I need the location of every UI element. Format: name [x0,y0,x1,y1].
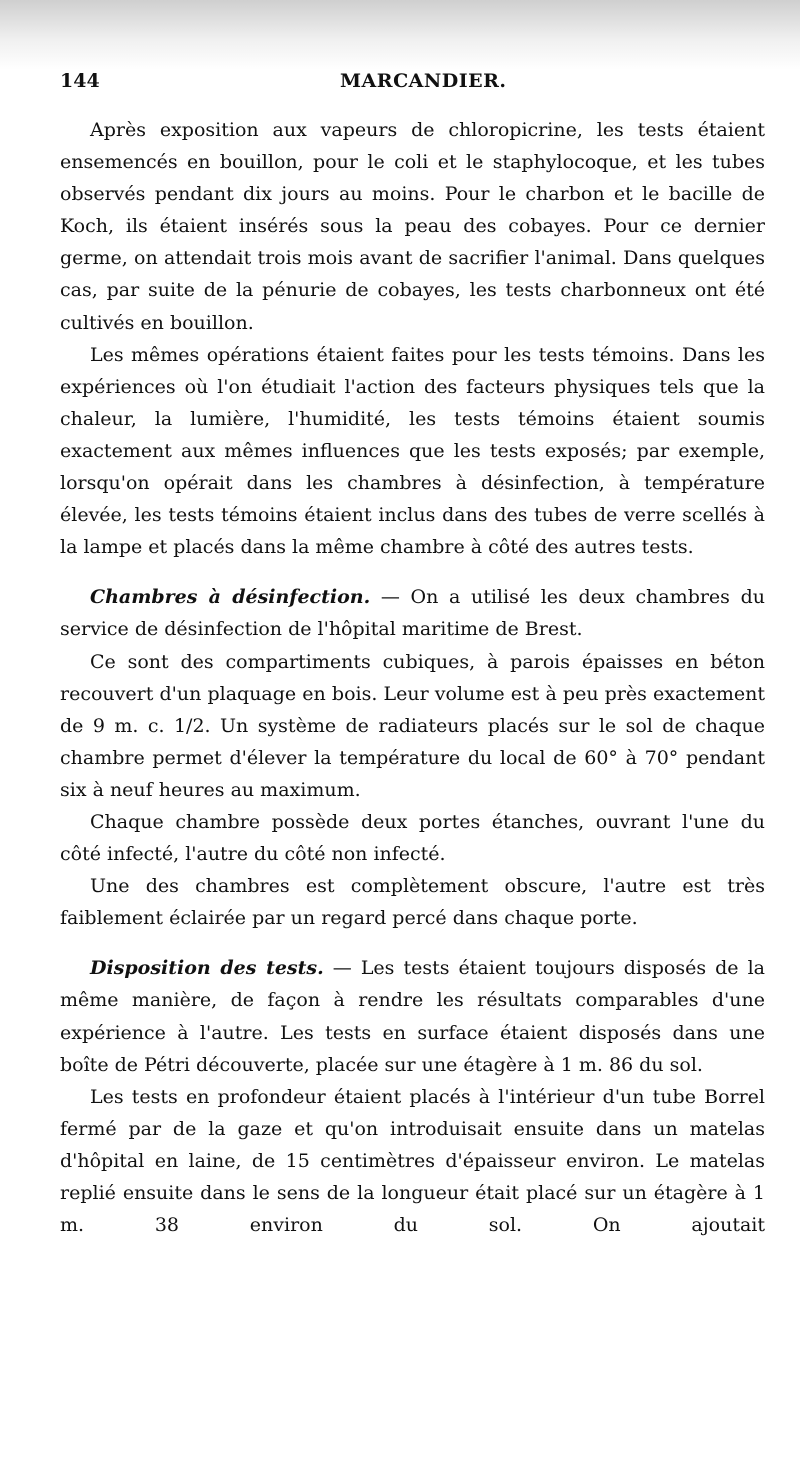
paragraph-lighting [60,870,765,934]
paragraph-disinfection-chambers [60,581,765,645]
paragraph-chloropicrine-exposure [60,114,765,339]
paragraph-test-arrangement [60,952,765,1080]
paragraph-text: Après exposition aux vapeurs de chloropicrine, les tests étaient ensemencés en bouillon, pour le coli et le staphylocoque, et les tubes observés pendant dix jours au moins. Pour le charbon et le bacille de Koch, ils étaient insérés sous la peau des cobayes. Pour ce dernier germe, on attendait trois mois avant de sacrifier l'animal. Dans quelques cas, par suite de la pénurie de cobayes, les tests charbonneux ont été cultivés en bouillon. [60,119,765,334]
paragraph-doors [60,806,765,870]
paragraph-text: Les mêmes opérations étaient faites pour les tests témoins. Dans les expériences où l'on étudiait l'action des facteurs physiques tels que la chaleur, la lumière, l'humidité, les tests témoins étaient soumis exactement aux mêmes influences que les tests exposés; par exemple, lorsqu'on opérait dans les chambres à désinfection, à température élevée, les tests témoins étaient inclus dans des tubes de verre scellés à la lampe et placés dans la même chambre à côté des autres tests. [60,343,765,559]
body-text [60,114,765,1241]
paragraph-depth-tests [60,1081,765,1241]
paragraph-text: Ce sont des compartiments cubiques, à parois épaisses en béton recouvert d'un plaquage en bois. Leur volume est à peu près exactement de 9 m. c. 1/2. Un système de radiateurs placés sur le sol de chaque chambre permet d'élever la température du local de 60° à 70° pendant six à neuf heures au maximum. [60,650,765,801]
paragraph-control-tests [60,339,765,564]
paragraph-text: Chaque chambre possède deux portes étanches, ouvrant l'une du côté infecté, l'autre du côté non infecté. [60,810,765,866]
running-title: MARCANDIER. [340,70,507,92]
page-number: 144 [60,70,100,92]
paragraph-text: — On a utilisé les deux chambres du service de désinfection de l'hôpital maritime de Brest. [60,586,765,641]
section-title-chambres: Chambres à désinfection. [90,586,371,609]
paragraph-text: Les tests en profondeur étaient placés à l'intérieur d'un tube Borrel fermé par de la gaze et qu'on introduisait ensuite dans un matelas d'hôpital en laine, de 15 centimètres d'épaisseur environ. Le matelas replié ensuite dans le sens de la longueur était placé sur un étagère à 1 m. 38 environ du sol. On ajoutait [60,1085,765,1237]
section-title-disposition: Disposition des tests. [90,957,324,980]
paragraph-text: — Les tests étaient toujours disposés de la même manière, de façon à rendre les résultats comparables d'une expérience à l'autre. Les tests en surface étaient disposés dans une boîte de Pétri découverte, placée sur une étagère à 1 m. 86 du sol. [60,957,765,1076]
paragraph-text: Une des chambres est complètement obscure, l'autre est très faiblement éclairée par un regard percé dans chaque porte. [60,875,765,930]
running-header [60,70,760,100]
paragraph-compartments [60,646,765,806]
